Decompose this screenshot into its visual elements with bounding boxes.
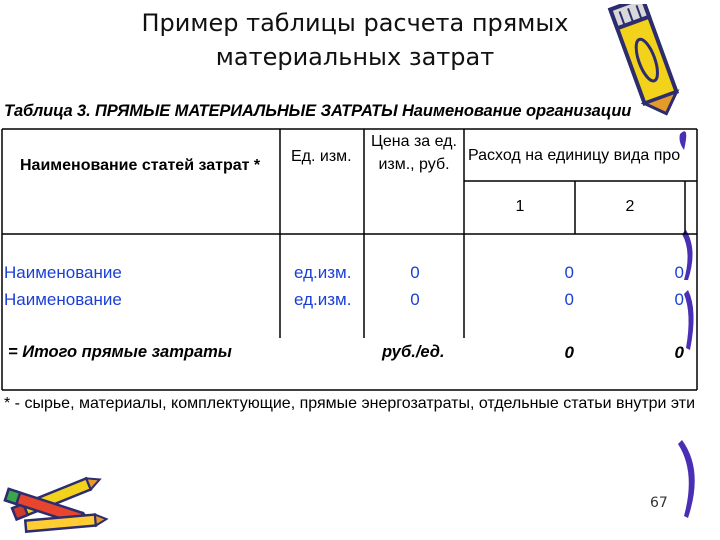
header-unit: Ед. изм. [291,148,352,165]
header-consumption: Расход на единицу вида про [468,147,681,164]
total-value-1: 0 [564,343,574,362]
table-row-1-price: 0 [410,263,420,282]
table-row-2-price: 0 [410,290,420,309]
slide-title-line-1: Пример таблицы расчета прямых [141,9,569,37]
total-value-2: 0 [674,343,684,362]
table-row-2-value-2: 0 [674,290,684,309]
table-row-2-unit: ед.изм. [294,290,352,309]
header-price-line-1: Цена за ед. [371,133,457,150]
header-price-line-2: изм., руб. [378,156,450,173]
header-name: Наименование статей затрат * [20,157,261,174]
header-col-2: 2 [625,198,635,215]
pencils-clipart-icon [0,470,110,540]
table-row-2-value-1: 0 [564,290,574,309]
total-unit: руб./ед. [382,343,445,361]
table-caption: Таблица 3. ПРЯМЫЕ МАТЕРИАЛЬНЫЕ ЗАТРАТЫ Наименование организации [4,102,632,120]
page-number: 67 [650,495,668,511]
table-row-1-value-2: 0 [674,263,684,282]
table-footnote: * - сырье, материалы, комплектующие, прямые энергозатраты, отдельные статьи внутри эти [4,395,696,412]
table-row-2-name: Наименование [4,290,122,309]
table-row-1-value-1: 0 [564,263,574,282]
total-label: = Итого прямые затраты [8,343,232,361]
table-row-1-name: Наименование [4,263,122,282]
header-col-1: 1 [515,198,525,215]
table-row-1-unit: ед.изм. [294,263,352,282]
slide-title-line-2: материальных затрат [215,43,495,71]
